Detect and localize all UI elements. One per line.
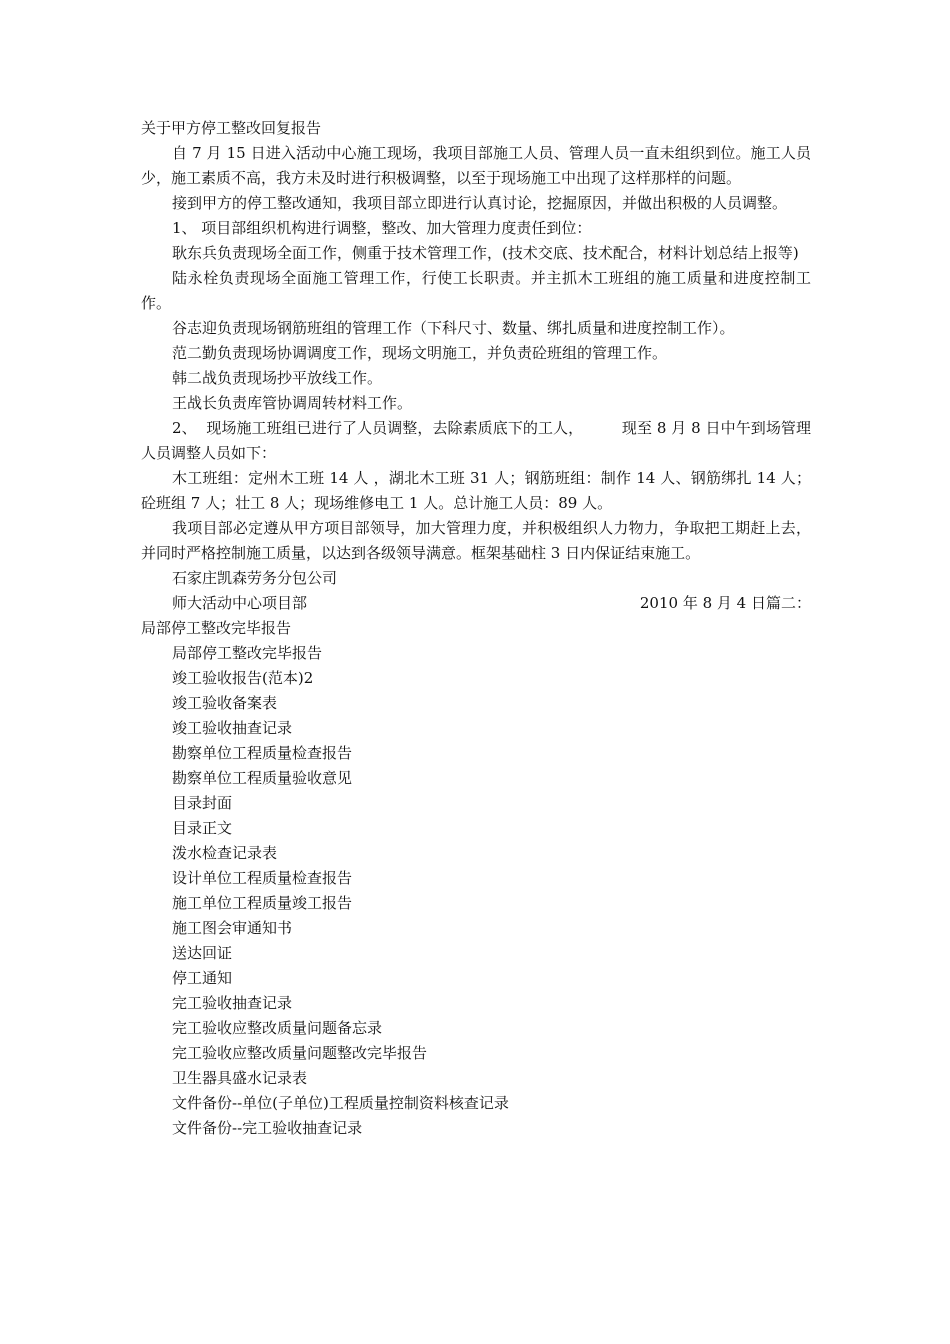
paragraph-staff-han: 韩二战负责现场抄平放线工作。: [172, 369, 383, 387]
list-item: 局部停工整改完毕报告: [172, 644, 323, 662]
list-item: 施工单位工程质量竣工报告: [172, 894, 353, 912]
list-item: 停工通知: [172, 969, 233, 987]
list-item: 完工验收抽查记录: [172, 994, 293, 1012]
paragraph-team-counts: 木工班组：定州木工班 14 人 ，湖北木工班 31 人；钢筋班组：制作 14 人、钢筋绑扎 14 人；砼班组 7 人；壮工 8 人；现场维修电工 1 人。总计施工人员：89 人。: [141, 469, 811, 512]
document-title: 关于甲方停工整改回复报告: [141, 119, 322, 137]
signature-date: 2010 年 8 月 4 日篇二：: [639, 594, 811, 612]
list-item: 泼水检查记录表: [172, 844, 278, 862]
list-item: 文件备份--单位(子单位)工程质量控制资料核查记录: [172, 1094, 509, 1112]
signature-department: 师大活动中心项目部: [172, 594, 308, 612]
list-item: 送达回证: [172, 944, 233, 962]
section-item-1: 1、 项目部组织机构进行调整，整改、加大管理力度责任到位：: [172, 219, 592, 237]
list-item: 勘察单位工程质量检查报告: [172, 744, 353, 762]
list-item: 设计单位工程质量检查报告: [172, 869, 353, 887]
paragraph-staff-wang: 王战长负责库管协调周转材料工作。: [172, 394, 413, 412]
signature-company: 石家庄凯森劳务分包公司: [172, 569, 338, 587]
list-item: 目录封面: [172, 794, 233, 812]
section-item-2: 2、 现场施工班组已进行了人员调整，去除素质底下的工人， 现至 8 月 8 日中午到场管理人员调整人员如下：: [141, 419, 811, 462]
next-report-title: 局部停工整改完毕报告: [141, 619, 292, 637]
list-item: 完工验收应整改质量问题备忘录: [172, 1019, 383, 1037]
list-item: 卫生器具盛水记录表: [172, 1069, 308, 1087]
document-page: [141, 116, 811, 1141]
list-item: 竣工验收报告(范本)2: [172, 669, 314, 687]
list-item: 施工图会审通知书: [172, 919, 293, 937]
list-item: 目录正文: [172, 819, 233, 837]
paragraph-staff-lu: 陆永栓负责现场全面施工管理工作，行使工长职责。并主抓木工班组的施工质量和进度控制工作。: [141, 269, 811, 312]
signature-row: [141, 591, 811, 616]
list-item: 勘察单位工程质量验收意见: [172, 769, 353, 787]
paragraph-commitment: 我项目部必定遵从甲方项目部领导，加大管理力度，并积极组织人力物力，争取把工期赶上去，并同时严格控制施工质量，以达到各级领导满意。框架基础柱 3 日内保证结束施工。: [141, 519, 811, 562]
paragraph-staff-geng: 耿东兵负责现场全面工作，侧重于技术管理工作，(技术交底、技术配合，材料计划总结上报等): [172, 244, 799, 262]
list-item: 完工验收应整改质量问题整改完毕报告: [172, 1044, 428, 1062]
paragraph-intro: 自 7 月 15 日进入活动中心施工现场，我项目部施工人员、管理人员一直未组织到位。施工人员少，施工素质不高，我方未及时进行积极调整，以至于现场施工中出现了这样那样的问题。: [141, 144, 811, 187]
list-item: 文件备份--完工验收抽查记录: [172, 1119, 363, 1137]
list-item: 竣工验收抽查记录: [172, 719, 293, 737]
paragraph-notice: 接到甲方的停工整改通知，我项目部立即进行认真讨论，挖掘原因，并做出积极的人员调整。: [172, 194, 788, 212]
paragraph-staff-fan: 范二勤负责现场协调调度工作，现场文明施工，并负责砼班组的管理工作。: [172, 344, 668, 362]
list-item: 竣工验收备案表: [172, 694, 278, 712]
paragraph-staff-gu: 谷志迎负责现场钢筋班组的管理工作（下科尺寸、数量、绑扎质量和进度控制工作）。: [172, 319, 735, 337]
document-list: [141, 641, 811, 1141]
